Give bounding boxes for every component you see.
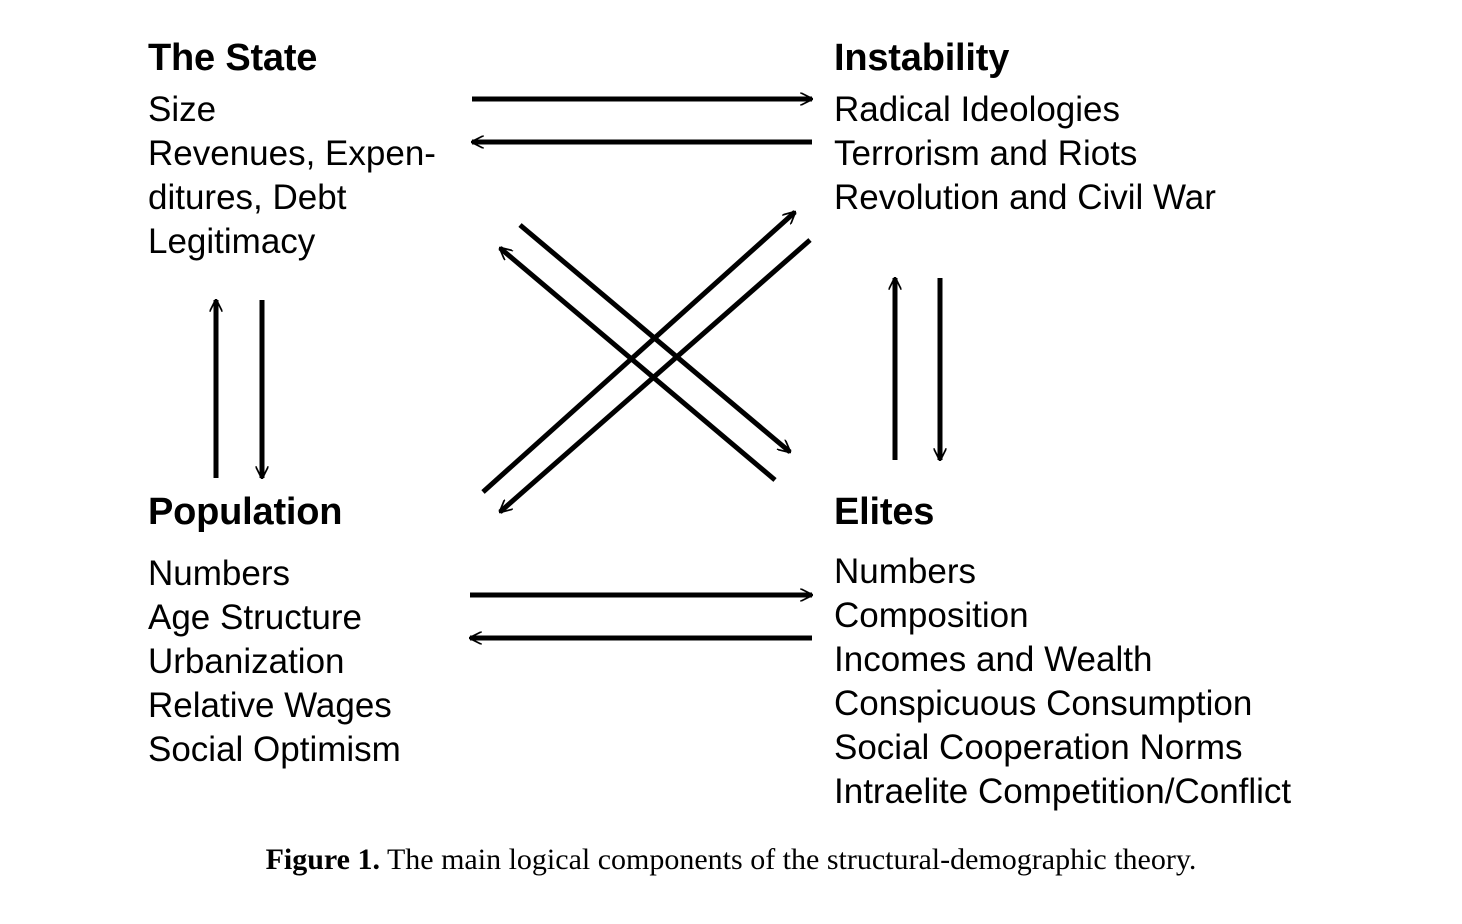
figure-caption-label: Figure 1. [265,843,380,876]
node-instability-items [834,88,1216,220]
node-instability-item: Radical Ideologies [834,89,1121,129]
node-population-item: Social Optimism [148,730,401,770]
node-instability-item: Terrorism and Riots [834,133,1138,173]
node-instability [834,38,1216,220]
node-the-state-title: The State [148,37,318,79]
node-the-state-item: Revenues, Expen- [148,133,436,173]
node-population [148,492,401,772]
node-elites-item: Conspicuous Consumption [834,684,1253,724]
arrow-population-to-instability [483,212,795,492]
node-the-state [148,38,436,264]
node-population-item: Urbanization [148,641,345,681]
node-the-state-item: Size [148,89,217,129]
node-elites-item: Intraelite Competition/Conflict [834,772,1292,812]
node-elites-item: Composition [834,595,1029,635]
node-population-item: Age Structure [148,597,362,637]
arrow-elites-to-state [500,248,775,480]
node-the-state-item: ditures, Debt [148,177,347,217]
node-the-state-items [148,88,436,264]
node-the-state-item: Legitimacy [148,222,316,262]
figure-caption-text: The main logical components of the structural-demographic theory. [380,843,1197,876]
node-population-item: Relative Wages [148,686,392,726]
node-elites-item: Numbers [834,551,976,591]
node-population-item: Numbers [148,553,290,593]
node-elites-item: Incomes and Wealth [834,639,1153,679]
node-population-title: Population [148,491,343,533]
figure-caption [0,843,1462,877]
node-elites-title: Elites [834,491,935,533]
node-instability-item: Revolution and Civil War [834,177,1216,217]
node-elites-items [834,550,1291,815]
node-instability-title: Instability [834,37,1010,79]
node-population-items [148,552,401,772]
node-elites [834,492,1291,814]
node-elites-item: Social Cooperation Norms [834,728,1243,768]
arrow-state-to-elites [520,225,790,452]
